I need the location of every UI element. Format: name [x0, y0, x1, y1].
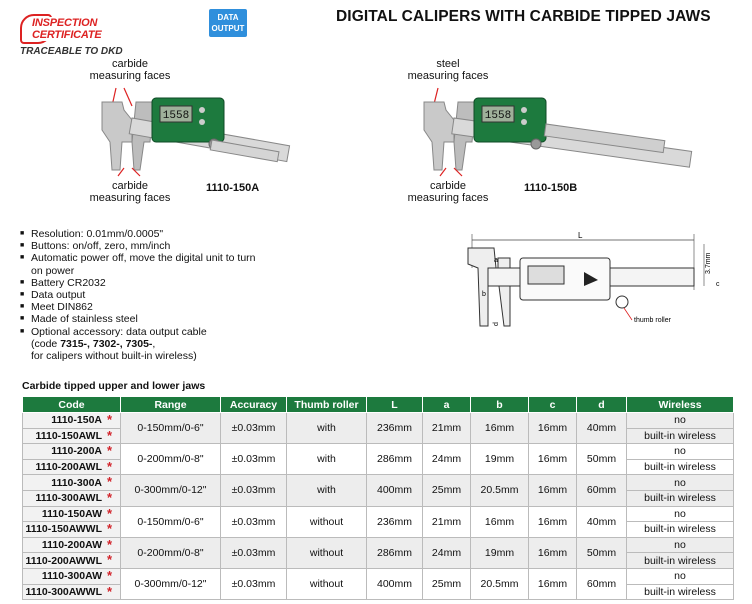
- label-line: measuring faces: [89, 192, 171, 204]
- thumb-cell: without: [287, 568, 367, 599]
- dim-d: d: [493, 322, 500, 326]
- logo-line1: INSPECTION: [32, 17, 98, 29]
- product-code: 1110-150AWWL: [25, 523, 102, 536]
- L-cell: 400mm: [367, 568, 423, 599]
- wireless-cell: no: [627, 506, 734, 522]
- dimension-diagram: [458, 228, 730, 338]
- code-cell: [23, 537, 121, 553]
- product-code: 1110-300AW: [41, 570, 102, 583]
- feature-text: Optional accessory: data output cable: [31, 325, 207, 338]
- thumb-cell: without: [287, 506, 367, 537]
- accuracy-cell: ±0.03mm: [221, 444, 287, 475]
- product-code: 1110-200A: [51, 445, 102, 458]
- table-title: Carbide tipped upper and lower jaws: [22, 380, 206, 392]
- table-row: [23, 506, 734, 522]
- label-line: measuring faces: [407, 192, 489, 204]
- c-cell: 16mm: [529, 537, 577, 568]
- label-line: carbide: [111, 180, 149, 192]
- dim-3-7mm: 3.7mm: [705, 252, 712, 274]
- dim-a: a: [494, 257, 498, 264]
- feature-item: ■ Data output: [20, 289, 265, 301]
- feature-item: ■ Made of stainless steel: [20, 313, 265, 325]
- d-cell: 50mm: [577, 444, 627, 475]
- code-cell: [23, 553, 121, 569]
- thumb-roller-label: thumb roller: [634, 317, 671, 324]
- col-header: b: [471, 397, 529, 413]
- dim-b: b: [482, 291, 486, 298]
- asterisk-icon: *: [106, 552, 112, 568]
- thumb-cell: without: [287, 537, 367, 568]
- col-header: Code: [23, 397, 121, 413]
- accessory-suffix: ,: [152, 337, 156, 350]
- col-header: Wireless: [627, 397, 734, 413]
- product-code: 1110-300AWWL: [25, 585, 102, 598]
- product1-top-label: [80, 58, 180, 82]
- asterisk-icon: *: [106, 458, 112, 474]
- product-code: 1110-200AWWL: [25, 554, 102, 567]
- product-code: 1110-150AW: [41, 507, 102, 520]
- caliper-image-1: [92, 80, 702, 180]
- table-header-row: [23, 397, 734, 413]
- range-cell: 0-200mm/0-8": [121, 444, 221, 475]
- product-code: 1110-150A: [51, 414, 102, 427]
- d-cell: 60mm: [577, 475, 627, 506]
- product1-bottom-label: [80, 180, 180, 204]
- inspection-certificate-logo: [20, 12, 130, 57]
- L-cell: 400mm: [367, 475, 423, 506]
- caliper-1110-150a-icon: [102, 88, 290, 176]
- accuracy-cell: ±0.03mm: [221, 475, 287, 506]
- logo-line2: CERTIFICATE: [32, 29, 102, 41]
- wireless-cell: no: [627, 568, 734, 584]
- wireless-cell: no: [627, 537, 734, 553]
- feature-item: ■ Buttons: on/off, zero, mm/inch: [20, 240, 265, 252]
- product-code: 1110-200AW: [41, 539, 102, 552]
- a-cell: 24mm: [423, 537, 471, 568]
- code-cell: [23, 506, 121, 522]
- spec-table: [22, 396, 734, 600]
- label-line: measuring faces: [89, 70, 171, 82]
- feature-item: ■ Battery CR2032: [20, 277, 265, 289]
- a-cell: 25mm: [423, 475, 471, 506]
- wireless-cell: built-in wireless: [627, 522, 734, 538]
- accessory-note: for calipers without built-in wireless): [31, 350, 197, 363]
- L-cell: 236mm: [367, 413, 423, 444]
- feature-item: ■ Automatic power off, move the digital unit to turn on power: [20, 252, 265, 276]
- d-cell: 50mm: [577, 537, 627, 568]
- wireless-cell: built-in wireless: [627, 584, 734, 600]
- accuracy-cell: ±0.03mm: [221, 413, 287, 444]
- code-cell: [23, 490, 121, 506]
- feature-item: ■ Meet DIN862: [20, 301, 265, 313]
- asterisk-icon: *: [106, 521, 112, 537]
- display-readout: 1558: [162, 110, 190, 122]
- asterisk-icon: *: [106, 505, 112, 521]
- thumb-cell: with: [287, 475, 367, 506]
- table-row: [23, 475, 734, 491]
- b-cell: 19mm: [471, 444, 529, 475]
- wireless-cell: no: [627, 413, 734, 429]
- a-cell: 25mm: [423, 568, 471, 599]
- code-cell: [23, 459, 121, 475]
- code-cell: [23, 522, 121, 538]
- feature-list: [20, 228, 265, 362]
- feature-item: ■ Resolution: 0.01mm/0.0005": [20, 228, 265, 240]
- asterisk-icon: *: [106, 567, 112, 583]
- model-1110-150b: 1110-150B: [524, 182, 578, 194]
- a-cell: 24mm: [423, 444, 471, 475]
- c-cell: 16mm: [529, 568, 577, 599]
- dim-L: L: [578, 231, 583, 240]
- col-header: Accuracy: [221, 397, 287, 413]
- range-cell: 0-300mm/0-12": [121, 475, 221, 506]
- range-cell: 0-150mm/0-6": [121, 413, 221, 444]
- c-cell: 16mm: [529, 475, 577, 506]
- asterisk-icon: *: [106, 412, 112, 427]
- code-cell: [23, 475, 121, 491]
- accuracy-cell: ±0.03mm: [221, 537, 287, 568]
- label-line: carbide: [111, 58, 149, 70]
- product-code: 1110-300AWL: [35, 492, 102, 505]
- product-code: 1110-200AWL: [35, 461, 102, 474]
- d-cell: 60mm: [577, 568, 627, 599]
- a-cell: 21mm: [423, 413, 471, 444]
- feature-item: [20, 326, 265, 363]
- wireless-cell: no: [627, 475, 734, 491]
- code-cell: [23, 444, 121, 460]
- table-row: [23, 568, 734, 584]
- wireless-cell: built-in wireless: [627, 459, 734, 475]
- b-cell: 19mm: [471, 537, 529, 568]
- table-row: [23, 444, 734, 460]
- data-output-badge: [209, 9, 247, 37]
- d-cell: 40mm: [577, 506, 627, 537]
- range-cell: 0-300mm/0-12": [121, 568, 221, 599]
- a-cell: 21mm: [423, 506, 471, 537]
- logo-subtitle: TRACEABLE TO DKD: [20, 46, 123, 57]
- label-line: measuring faces: [407, 70, 489, 82]
- col-header: a: [423, 397, 471, 413]
- thumb-cell: with: [287, 444, 367, 475]
- asterisk-icon: *: [106, 474, 112, 490]
- caliper-1110-150b-icon: [424, 88, 692, 176]
- asterisk-icon: *: [106, 536, 112, 552]
- L-cell: 286mm: [367, 444, 423, 475]
- asterisk-icon: *: [106, 427, 112, 443]
- table-row: [23, 413, 734, 429]
- c-cell: 16mm: [529, 506, 577, 537]
- dim-c: c: [716, 281, 720, 288]
- c-cell: 16mm: [529, 444, 577, 475]
- col-header: Thumb roller: [287, 397, 367, 413]
- b-cell: 16mm: [471, 413, 529, 444]
- c-cell: 16mm: [529, 413, 577, 444]
- asterisk-icon: *: [106, 443, 112, 459]
- wireless-cell: built-in wireless: [627, 490, 734, 506]
- L-cell: 286mm: [367, 537, 423, 568]
- col-header: d: [577, 397, 627, 413]
- table-row: [23, 537, 734, 553]
- page-title: DIGITAL CALIPERS WITH CARBIDE TIPPED JAWS: [336, 8, 711, 25]
- label-line: steel: [436, 58, 460, 70]
- d-cell: 40mm: [577, 413, 627, 444]
- accuracy-cell: ±0.03mm: [221, 568, 287, 599]
- thumb-cell: with: [287, 413, 367, 444]
- L-cell: 236mm: [367, 506, 423, 537]
- product-code: 1110-150AWL: [35, 429, 102, 442]
- asterisk-icon: *: [106, 583, 112, 599]
- b-cell: 20.5mm: [471, 568, 529, 599]
- asterisk-icon: *: [106, 489, 112, 505]
- wireless-cell: built-in wireless: [627, 428, 734, 444]
- label-line: carbide: [429, 180, 467, 192]
- data-badge-line2: OUTPUT: [211, 24, 245, 33]
- product2-top-label: [398, 58, 498, 82]
- display-readout: 1558: [484, 110, 512, 122]
- range-cell: 0-200mm/0-8": [121, 537, 221, 568]
- b-cell: 20.5mm: [471, 475, 529, 506]
- col-header: c: [529, 397, 577, 413]
- code-cell: [23, 428, 121, 444]
- wireless-cell: built-in wireless: [627, 553, 734, 569]
- code-cell: [23, 584, 121, 600]
- b-cell: 16mm: [471, 506, 529, 537]
- wireless-cell: no: [627, 444, 734, 460]
- accuracy-cell: ±0.03mm: [221, 506, 287, 537]
- accessory-prefix: (code: [31, 337, 61, 350]
- range-cell: 0-150mm/0-6": [121, 506, 221, 537]
- col-header: L: [367, 397, 423, 413]
- product2-bottom-label: [398, 180, 498, 204]
- code-cell: [23, 413, 121, 429]
- code-cell: [23, 568, 121, 584]
- model-1110-150a: 1110-150A: [206, 182, 260, 194]
- accessory-codes: 7315-, 7302-, 7305-: [60, 337, 153, 350]
- col-header: Range: [121, 397, 221, 413]
- data-badge-line1: DATA: [217, 13, 239, 22]
- product-code: 1110-300A: [51, 476, 102, 489]
